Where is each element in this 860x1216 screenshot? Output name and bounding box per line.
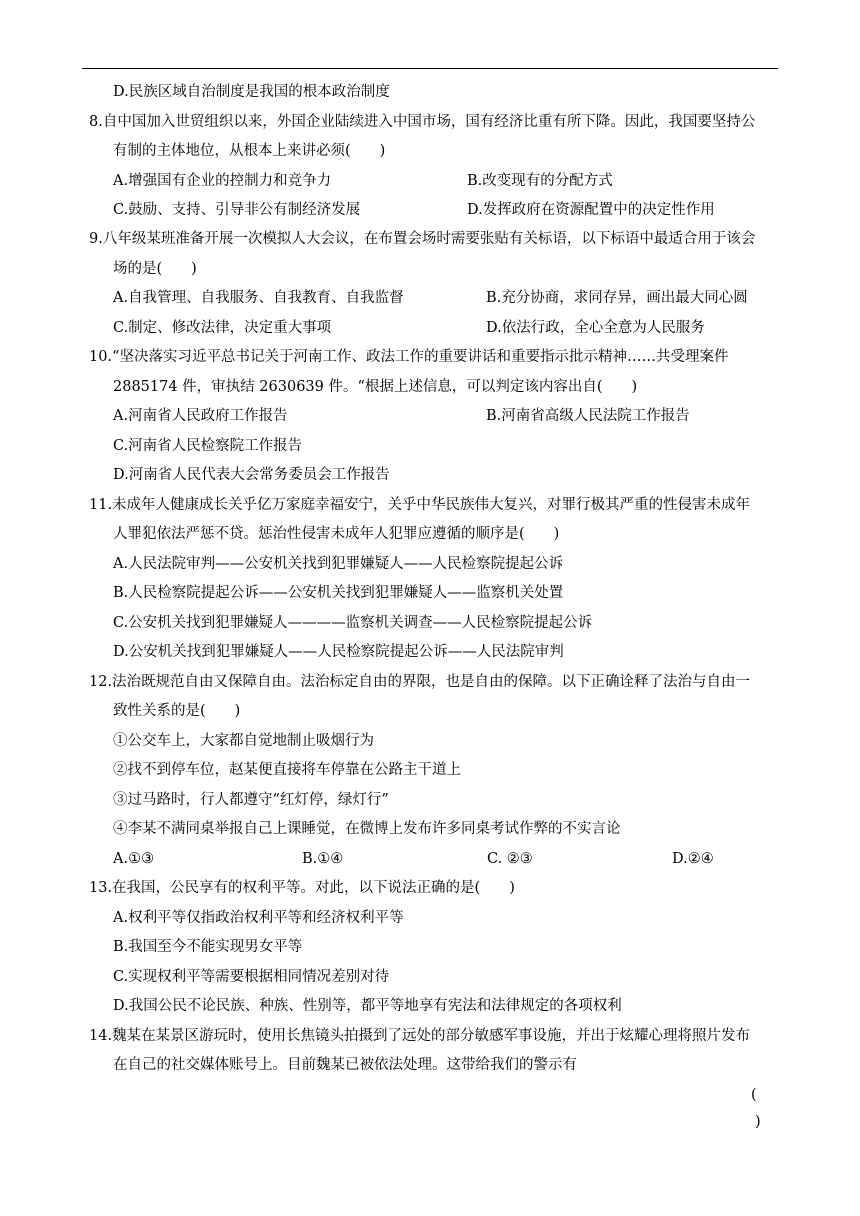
q9-option-a: A.自我管理、自我服务、自我教育、自我监督 (113, 290, 404, 306)
q12-stem-line-2: 致性关系的是( ) (113, 703, 241, 719)
q12-option-b: B.①④ (302, 851, 344, 867)
q13-option-c: C.实现权利平等需要根据相同情况差别对待 (113, 969, 390, 985)
q9-option-c: C.制定、修改法律，决定重大事项 (113, 320, 332, 336)
q8-option-d: D.发挥政府在资源配置中的决定性作用 (467, 202, 715, 218)
q10-option-c: C.河南省人民检察院工作报告 (113, 438, 303, 454)
q13-option-d: D.我国公民不论民族、种族、性别等，都平等地享有宪法和法律规定的各项权利 (113, 998, 622, 1014)
q8-stem-line-1: 8.自中国加入世贸组织以来，外国企业陆续进入中国市场，国有经济比重有所下降。因此，我国要坚持公 (89, 114, 756, 130)
q12-option-d: D.②④ (672, 851, 714, 867)
q11-option-d: D.公安机关找到犯罪嫌疑人——人民检察院提起公诉——人民法院审判 (113, 644, 564, 660)
q13-option-a: A.权利平等仅指政治权利平等和经济权利平等 (113, 910, 404, 926)
q8-stem-line-2: 有制的主体地位，从根本上来讲必须( ) (113, 143, 386, 159)
q12-item-4: ④李某不满同桌举报自己上课睡觉，在微博上发布许多同桌考试作弊的不实言论 (113, 821, 621, 837)
q9-option-d: D.依法行政，全心全意为人民服务 (486, 320, 705, 336)
q10-option-a: A.河南省人民政府工作报告 (113, 408, 288, 424)
q14-answer-paren-close: ) (755, 1114, 761, 1130)
q11-option-c: C.公安机关找到犯罪嫌疑人————监察机关调查——人民检察院提起公诉 (113, 615, 593, 631)
q11-stem-line-1: 11.未成年人健康成长关乎亿万家庭幸福安宁，关乎中华民族伟大复兴，对罪行极其严重的性侵害未成年 (89, 497, 751, 513)
q9-stem-line-1: 9.八年级某班准备开展一次模拟人大会议，在布置会场时需要张贴有关标语，以下标语中最适合用于该会 (89, 231, 756, 247)
q12-item-3: ③过马路时，行人都遵守“红灯停，绿灯行” (113, 792, 389, 808)
q8-option-c: C.鼓励、支持、引导非公有制经济发展 (113, 202, 361, 218)
q10-stem-line-2: 2885174 件，审执结 2630639 件。“根据上述信息，可以判定该内容出自( ) (113, 379, 638, 395)
q8-option-b: B.改变现有的分配方式 (467, 173, 613, 189)
q14-stem-line-1: 14.魏某在某景区游玩时，使用长焦镜头拍摄到了远处的部分敏感军事设施，并出于炫耀心理将照片发布 (89, 1028, 751, 1044)
q12-option-c: C. ②③ (487, 851, 533, 867)
q12-item-2: ②找不到停车位，赵某便直接将车停靠在公路主干道上 (113, 762, 461, 778)
q14-answer-paren-open: ( (751, 1087, 757, 1103)
q9-option-b: B.充分协商，求同存异，画出最大同心圆 (486, 290, 748, 306)
q10-option-b: B.河南省高级人民法院工作报告 (486, 408, 690, 424)
q12-stem-line-1: 12.法治既规范自由又保障自由。法治标定自由的界限，也是自由的保障。以下正确诠释了法治与自由一 (89, 674, 751, 690)
q14-stem-line-2: 在自己的社交媒体账号上。目前魏某已被依法处理。这带给我们的警示有 (113, 1057, 577, 1073)
q9-stem-line-2: 场的是( ) (113, 261, 197, 277)
q11-option-a: A.人民法院审判——公安机关找到犯罪嫌疑人——人民检察院提起公诉 (113, 556, 564, 572)
q13-option-b: B.我国至今不能实现男女平等 (113, 939, 303, 955)
prev-question-option-d: D.民族区域自治制度是我国的根本政治制度 (113, 84, 390, 100)
q10-option-d: D.河南省人民代表大会常务委员会工作报告 (113, 467, 390, 483)
q10-stem-line-1: 10.“坚决落实习近平总书记关于河南工作、政法工作的重要讲话和重要指示批示精神……共受理案件 (89, 349, 729, 365)
header-rule (82, 68, 778, 69)
q11-stem-line-2: 人罪犯依法严惩不贷。惩治性侵害未成年人犯罪应遵循的顺序是( ) (113, 526, 560, 542)
q12-option-a: A.①③ (113, 851, 155, 867)
q8-option-a: A.增强国有企业的控制力和竞争力 (113, 173, 332, 189)
q12-item-1: ①公交车上，大家都自觉地制止吸烟行为 (113, 733, 374, 749)
q13-stem-line-1: 13.在我国，公民享有的权利平等。对此，以下说法正确的是( ) (89, 880, 515, 896)
q11-option-b: B.人民检察院提起公诉——公安机关找到犯罪嫌疑人——监察机关处置 (113, 585, 564, 601)
